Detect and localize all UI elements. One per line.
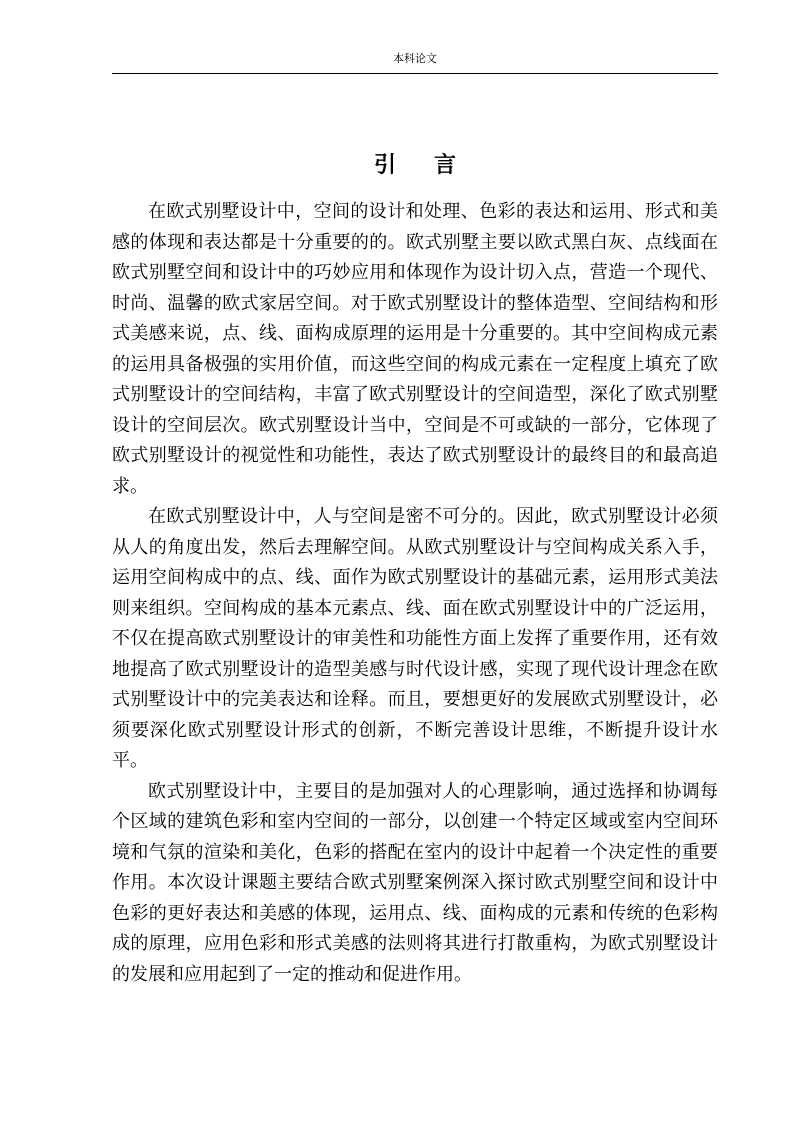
section-title: 引言 [373,152,494,178]
body-text [112,197,718,990]
paragraph-1: 在欧式别墅设计中，空间的设计和处理、色彩的表达和运用、形式和美感的体现和表达都是十分重要的的。欧式别墅主要以欧式黑白灰、点线面在欧式别墅空间和设计中的巧妙应用和体现作为设计切入点，营造一个现代、时尚、温馨的欧式家居空间。对于欧式别墅设计的整体造型、空间结构和形式美感来说，点、线、面构成原理的运用是十分重要的。其中空间构成元素的运用具备极强的实用价值，而这些空间的构成元素在一定程度上填充了欧式别墅设计的空间结构，丰富了欧式别墅设计的空间造型，深化了欧式别墅设计的空间层次。欧式别墅设计当中，空间是不可或缺的一部分，它体现了欧式别墅设计的视觉性和功能性，表达了欧式别墅设计的最终目的和最高追求。 [112,201,718,497]
paragraph-3: 欧式别墅设计中，主要目的是加强对人的心理影响，通过选择和协调每个区域的建筑色彩和室内空间的一部分，以创建一个特定区域或室内空间环境和气氛的渲染和美化，色彩的搭配在室内的设计中起着一个决定性的重要作用。本次设计课题主要结合欧式别墅案例深入探讨欧式别墅空间和设计中色彩的更好表达和美感的体现，运用点、线、面构成的元素和传统的色彩构成的原理，应用色彩和形式美感的法则将其进行打散重构，为欧式别墅设计的发展和应用起到了一定的推动和促进作用。 [112,780,718,985]
running-header: 本科论文 [393,52,437,65]
header-rule [112,73,718,74]
paragraph-2: 在欧式别墅设计中，人与空间是密不可分的。因此，欧式别墅设计必须从人的角度出发，然后去理解空间。从欧式别墅设计与空间构成关系入手，运用空间构成中的点、线、面作为欧式别墅设计的基础元素，运用形式美法则来组织。空间构成的基本元素点、线、面在欧式别墅设计中的广泛运用，不仅在提高欧式别墅设计的审美性和功能性方面上发挥了重要作用，还有效地提高了欧式别墅设计的造型美感与时代设计感，实现了现代设计理念在欧式别墅设计中的完美表达和诠释。而且，要想更好的发展欧式别墅设计，必须要深化欧式别墅设计形式的创新，不断完善设计思维，不断提升设计水平。 [112,506,718,771]
